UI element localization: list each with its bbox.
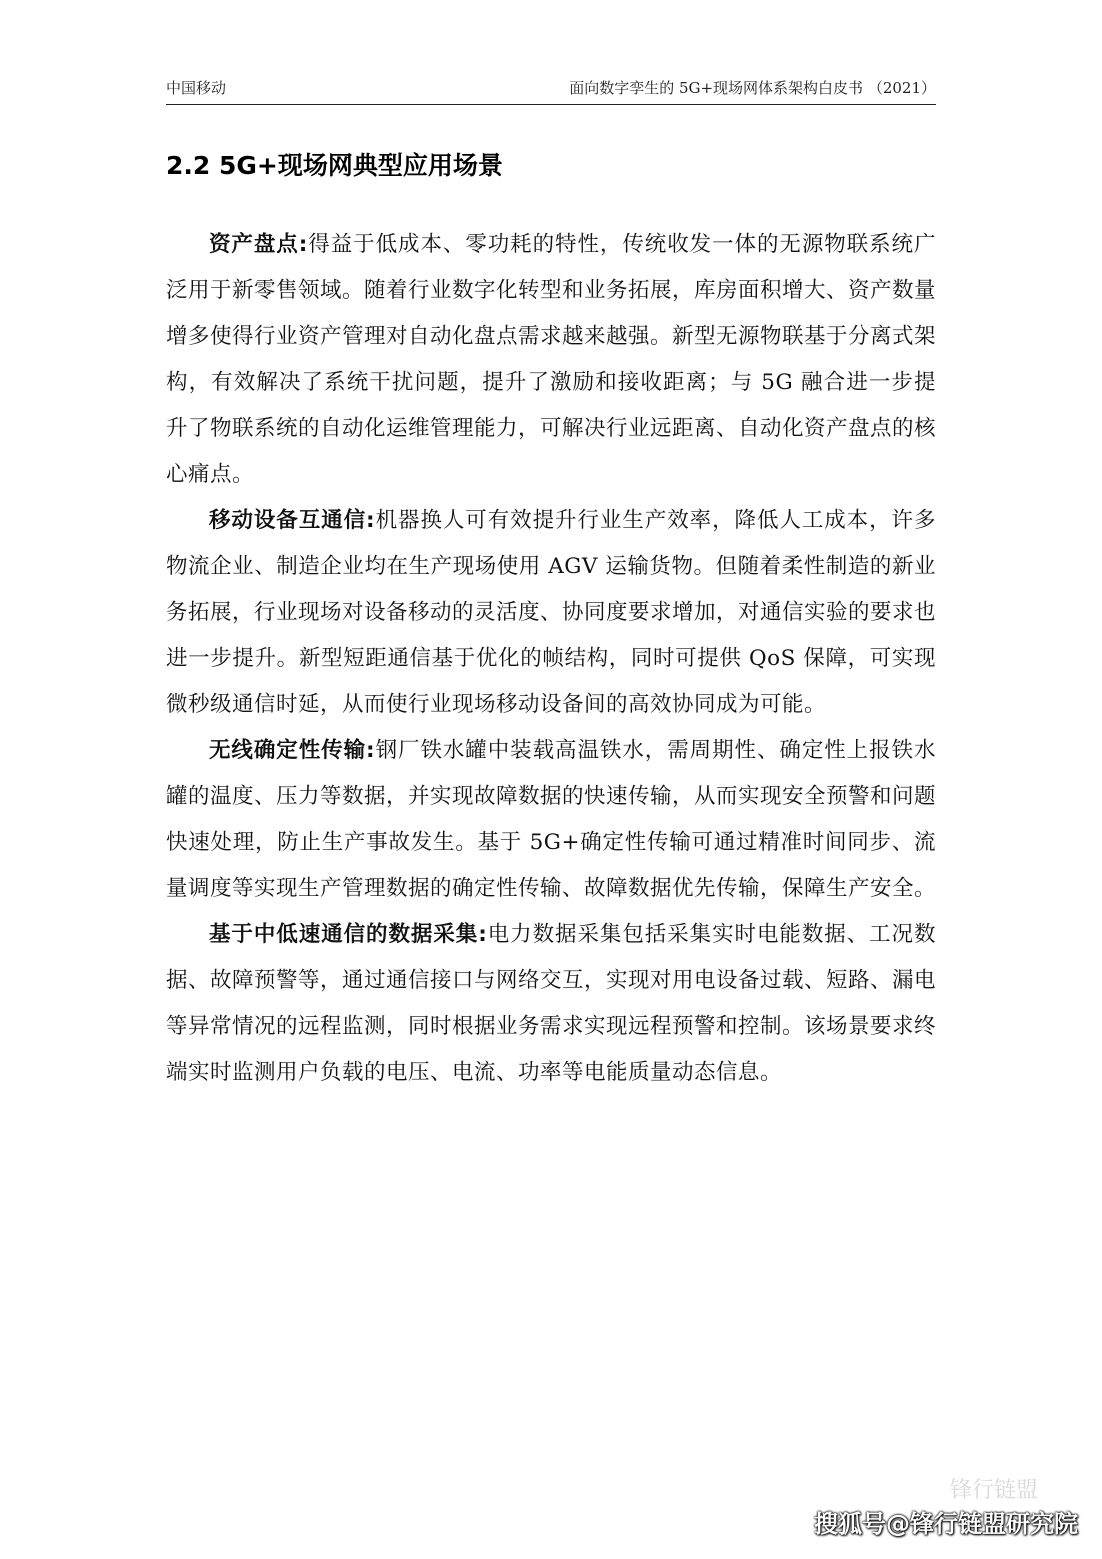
header-org: 中国移动: [166, 79, 227, 97]
body-content: [166, 222, 936, 1096]
paragraph-term: 资产盘点:: [209, 232, 308, 257]
paragraph-deterministic-transmission: [166, 728, 936, 912]
paragraph-term: 无线确定性传输:: [209, 738, 376, 763]
paragraph-term: 移动设备互通信:: [209, 508, 376, 533]
watermark-faint-text: 锋行链盟: [949, 1478, 1038, 1503]
paragraph-data-collection: [166, 912, 936, 1096]
paragraph-term: 基于中低速通信的数据采集:: [209, 922, 488, 947]
paragraph-text: 钢厂铁水罐中装载高温铁水，需周期性、确定性上报铁水罐的温度、压力等数据，并实现故障数据的快速传输，从而实现安全预警和问题快速处理，防止生产事故发生。基于 5G+确定性传输可通过精准时间同步、流量调度等实现生产管理数据的确定性传输、故障数据优先传输，保障生产安全。: [166, 738, 937, 901]
paragraph-text: 得益于低成本、零功耗的特性，传统收发一体的无源物联系统广泛用于新零售领域。随着行业数字化转型和业务拓展，库房面积增大、资产数量增多使得行业资产管理对自动化盘点需求越来越强。新型无源物联基于分离式架构，有效解决了系统干扰问题，提升了激励和接收距离；与 5G 融合进一步提升了物联系统的自动化运维管理能力，可解决行业远距离、自动化资产盘点的核心痛点。: [166, 232, 937, 487]
page-header: [166, 78, 936, 105]
paragraph-asset-inventory: [166, 222, 936, 498]
watermark: [814, 1473, 1078, 1539]
header-doc-title: 面向数字孪生的 5G+现场网体系架构白皮书 （2021）: [569, 79, 936, 97]
section-title: 2.2 5G+现场网典型应用场景: [166, 151, 503, 180]
paragraph-text: 机器换人可有效提升行业生产效率，降低人工成本，许多物流企业、制造企业均在生产现场使用 AGV 运输货物。但随着柔性制造的新业务拓展，行业现场对设备移动的灵活度、协同度要求增加，对通信实验的要求也进一步提升。新型短距通信基于优化的帧结构，同时可提供 QoS 保障，可实现微秒级通信时延，从而使行业现场移动设备间的高效协同成为可能。: [166, 508, 937, 717]
paragraph-mobile-device-comm: [166, 498, 936, 728]
paragraph-text: 电力数据采集包括采集实时电能数据、工况数据、故障预警等，通过通信接口与网络交互，实现对用电设备过载、短路、漏电等异常情况的远程监测，同时根据业务需求实现远程预警和控制。该场景要求终端实时监测用户负载的电压、电流、功率等电能质量动态信息。: [166, 922, 937, 1085]
watermark-main-text: 搜狐号@锋行链盟研究院: [814, 1510, 1078, 1538]
